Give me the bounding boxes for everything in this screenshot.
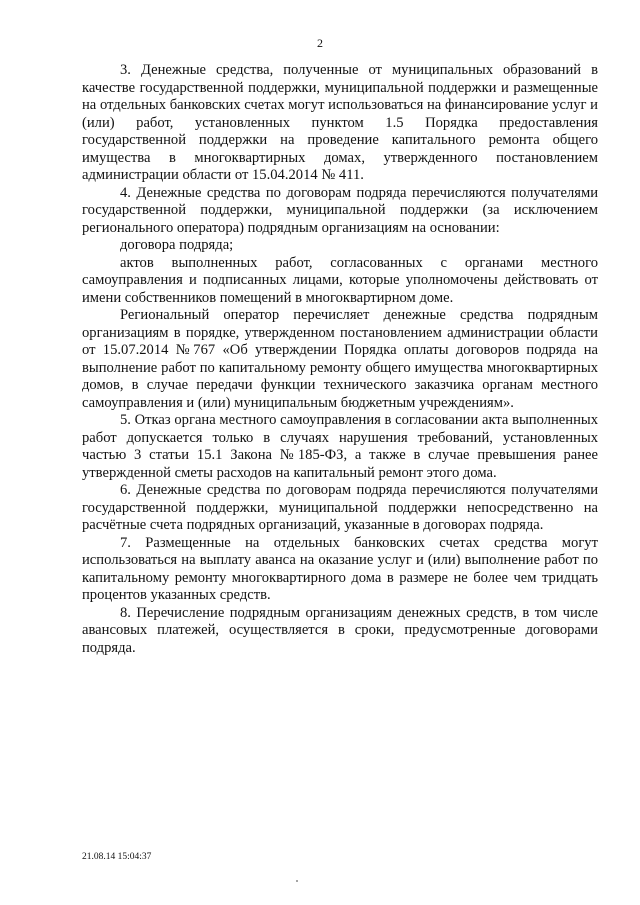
paragraph-4-item-acts: актов выполненных работ, согласованных с органами местного самоуправления и подписанных лицами, которые уполномочены действовать от имени собственников помещений в многоквартирном доме. bbox=[82, 254, 598, 306]
page-number: 2 bbox=[317, 36, 323, 50]
document-body bbox=[82, 62, 598, 657]
paragraph-3: 3. Денежные средства, полученные от муниципальных образований в качестве государственной поддержки, муниципальной поддержки и размещенные на отдельных банковских счетах могут использоваться на финансирование услуг и (или) работ, установленных пунктом 1.5 Порядка предоставления государственной поддержки на проведение капитального ремонта общего имущества в многоквартирных домах, утвержденного постановлением администрации области от 15.04.2014 № 411. bbox=[82, 62, 598, 183]
paragraph-8: 8. Перечисление подрядным организациям денежных средств, в том числе авансовых платежей, осуществляется в сроки, предусмотренные договорами подряда. bbox=[82, 604, 598, 656]
paragraph-6: 6. Денежные средства по договорам подряда перечисляются получателями государственной поддержки, муниципальной поддержки непосредственно на расчётные счета подрядных организаций, указанные в договорах подряда. bbox=[82, 482, 598, 533]
paragraph-7: 7. Размещенные на отдельных банковских счетах средства могут использоваться на выплату аванса на оказание услуг и (или) выполнение работ по капитальному ремонту многоквартирного дома в размере не более чем тридцать процентов указанных средств. bbox=[82, 534, 598, 603]
paragraph-4: 4. Денежные средства по договорам подряда перечисляются получателями государственной поддержки, муниципальной поддержки (за исключением регионального оператора) подрядным организациям на основании: bbox=[82, 184, 598, 236]
paragraph-4-item-contract: договора подряда; bbox=[120, 237, 234, 253]
scan-artifact bbox=[296, 880, 298, 882]
paragraph-regional-operator: Региональный оператор перечисляет денежные средства подрядным организациям в порядке, утвержденном постановлением администрации области от 15.07.2014 №767 «Об утверждении Порядка оплаты договоров подряда на выполнение работ по капитальному ремонту общего имущества многоквартирных домов, в случае передачи функции технического заказчика органам местного самоуправления и (или) муниципальным бюджетным учреждениям». bbox=[82, 307, 598, 411]
paragraph-5: 5. Отказ органа местного самоуправления в согласовании акта выполненных работ допускается только в случаях нарушения требований, установленных частью 3 статьи 15.1 Закона №185-ФЗ, а также в случае превышения ранее утвержденной сметы расходов на капитальный ремонт этого дома. bbox=[82, 412, 598, 481]
footer-timestamp: 21.08.14 15:04:37 bbox=[82, 852, 152, 862]
